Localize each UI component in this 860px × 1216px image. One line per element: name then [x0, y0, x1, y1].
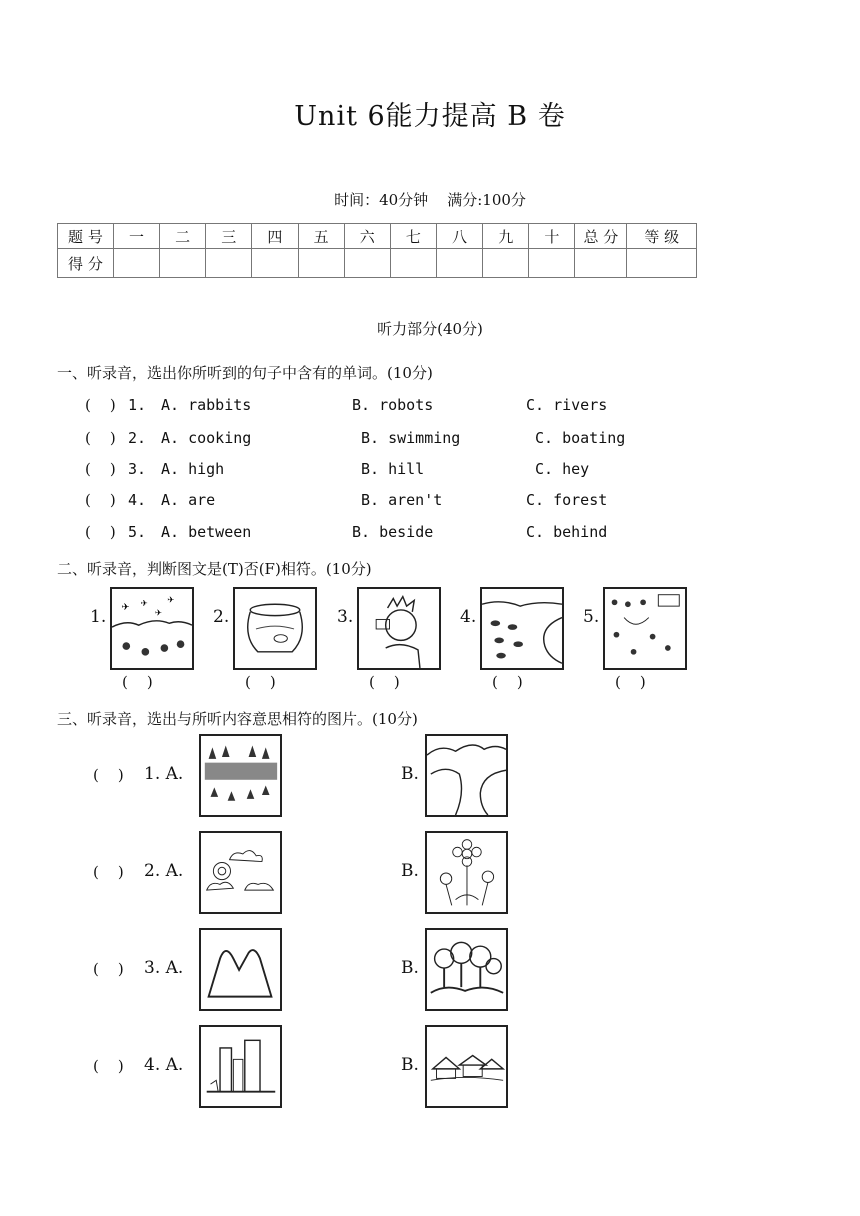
- option-b: B. hill: [361, 460, 425, 478]
- option-a-label: 4. A.: [144, 1055, 184, 1075]
- answer-blank[interactable]: ( ): [492, 673, 523, 691]
- listening-section-heading: 听力部分(40分): [377, 320, 483, 338]
- option-a: A. are: [161, 491, 216, 509]
- score-header-cell: 二: [160, 224, 206, 249]
- score-cell[interactable]: [252, 249, 298, 278]
- answer-blank[interactable]: ( ): [93, 960, 124, 978]
- page-title: Unit 6能力提高 B 卷: [294, 101, 566, 132]
- picture-number: 2.: [213, 607, 230, 627]
- score-cell[interactable]: [390, 249, 436, 278]
- score-header-cell: 题 号: [58, 224, 114, 249]
- score-cell[interactable]: [575, 249, 627, 278]
- mountains-picture: [199, 928, 282, 1011]
- answer-blank[interactable]: ( ): [85, 523, 116, 541]
- picture-number: 4.: [460, 607, 477, 627]
- option-a-label: 3. A.: [144, 958, 184, 978]
- answer-blank[interactable]: ( ): [85, 491, 116, 509]
- svg-text:✈: ✈: [154, 608, 163, 619]
- score-cell[interactable]: [113, 249, 159, 278]
- item-number: 2.: [128, 429, 147, 447]
- time-score-line: 时间：40分钟 满分:100分: [334, 191, 526, 209]
- ducks-river-picture: [480, 587, 564, 670]
- option-b-label: B.: [401, 958, 419, 978]
- children-playing-picture: [603, 587, 687, 670]
- score-header-cell: 八: [436, 224, 482, 249]
- option-b: B. robots: [352, 396, 434, 414]
- score-header-cell: 四: [252, 224, 298, 249]
- score-header-cell: 七: [390, 224, 436, 249]
- score-cell[interactable]: [529, 249, 575, 278]
- flowers-picture: [425, 831, 508, 914]
- score-row-label: 得 分: [58, 249, 114, 278]
- score-header-cell: 一: [113, 224, 159, 249]
- city-buildings-picture: [199, 1025, 282, 1108]
- answer-blank[interactable]: ( ): [85, 396, 116, 414]
- forest-picture: [425, 928, 508, 1011]
- option-c: C. rivers: [526, 396, 608, 414]
- option-a-label: 1. A.: [144, 764, 184, 784]
- answer-blank[interactable]: ( ): [93, 863, 124, 881]
- svg-text:✈: ✈: [121, 601, 130, 613]
- part3-heading: 三、听录音，选出与所听内容意思相符的图片。(10分): [57, 710, 418, 728]
- part1-heading: 一、听录音，选出你所听到的句子中含有的单词。(10分): [57, 364, 433, 382]
- score-cell[interactable]: [627, 249, 697, 278]
- village-picture: [425, 1025, 508, 1108]
- option-c: C. boating: [535, 429, 626, 447]
- boy-camera-picture: [357, 587, 441, 670]
- option-b: B. beside: [352, 523, 434, 541]
- score-cell[interactable]: [436, 249, 482, 278]
- answer-blank[interactable]: ( ): [93, 1057, 124, 1075]
- picture-number: 1.: [90, 607, 107, 627]
- score-header-cell: 五: [298, 224, 344, 249]
- option-c: C. hey: [535, 460, 590, 478]
- picture-number: 3.: [337, 607, 354, 627]
- item-number: 3.: [128, 460, 147, 478]
- fishbowl-picture: [233, 587, 317, 670]
- option-a: A. rabbits: [161, 396, 252, 414]
- option-b-label: B.: [401, 861, 419, 881]
- answer-blank[interactable]: ( ): [93, 766, 124, 784]
- clouds-picture: [199, 831, 282, 914]
- item-number: 4.: [128, 491, 147, 509]
- score-table-score-row: [58, 249, 697, 278]
- score-header-cell: 九: [483, 224, 529, 249]
- option-b-label: B.: [401, 1055, 419, 1075]
- lake-trees-picture: [199, 734, 282, 817]
- item-number: 1.: [128, 396, 147, 414]
- score-header-cell: 等 级: [627, 224, 697, 249]
- svg-text:✈: ✈: [167, 595, 175, 606]
- part2-heading: 二、听录音，判断图文是(T)否(F)相符。(10分): [57, 560, 372, 578]
- option-a-label: 2. A.: [144, 861, 184, 881]
- answer-blank[interactable]: ( ): [85, 429, 116, 447]
- birds-flowers-picture: [110, 587, 194, 670]
- option-a: A. between: [161, 523, 252, 541]
- option-a: A. cooking: [161, 429, 252, 447]
- score-cell[interactable]: [344, 249, 390, 278]
- answer-blank[interactable]: ( ): [615, 673, 646, 691]
- picture-number: 5.: [583, 607, 600, 627]
- score-table: [57, 223, 697, 278]
- svg-text:✈: ✈: [140, 599, 148, 610]
- option-b-label: B.: [401, 764, 419, 784]
- score-cell[interactable]: [206, 249, 252, 278]
- option-b: B. swimming: [361, 429, 461, 447]
- answer-blank[interactable]: ( ): [245, 673, 276, 691]
- option-c: C. behind: [526, 523, 608, 541]
- item-number: 5.: [128, 523, 147, 541]
- score-header-cell: 十: [529, 224, 575, 249]
- river-landscape-picture: [425, 734, 508, 817]
- answer-blank[interactable]: ( ): [369, 673, 400, 691]
- answer-blank[interactable]: ( ): [122, 673, 153, 691]
- answer-blank[interactable]: ( ): [85, 460, 116, 478]
- score-cell[interactable]: [483, 249, 529, 278]
- score-header-cell: 总 分: [575, 224, 627, 249]
- option-c: C. forest: [526, 491, 608, 509]
- option-a: A. high: [161, 460, 225, 478]
- score-header-cell: 三: [206, 224, 252, 249]
- option-b: B. aren't: [361, 491, 443, 509]
- score-header-cell: 六: [344, 224, 390, 249]
- score-cell[interactable]: [298, 249, 344, 278]
- score-cell[interactable]: [160, 249, 206, 278]
- score-table-header-row: [58, 224, 697, 249]
